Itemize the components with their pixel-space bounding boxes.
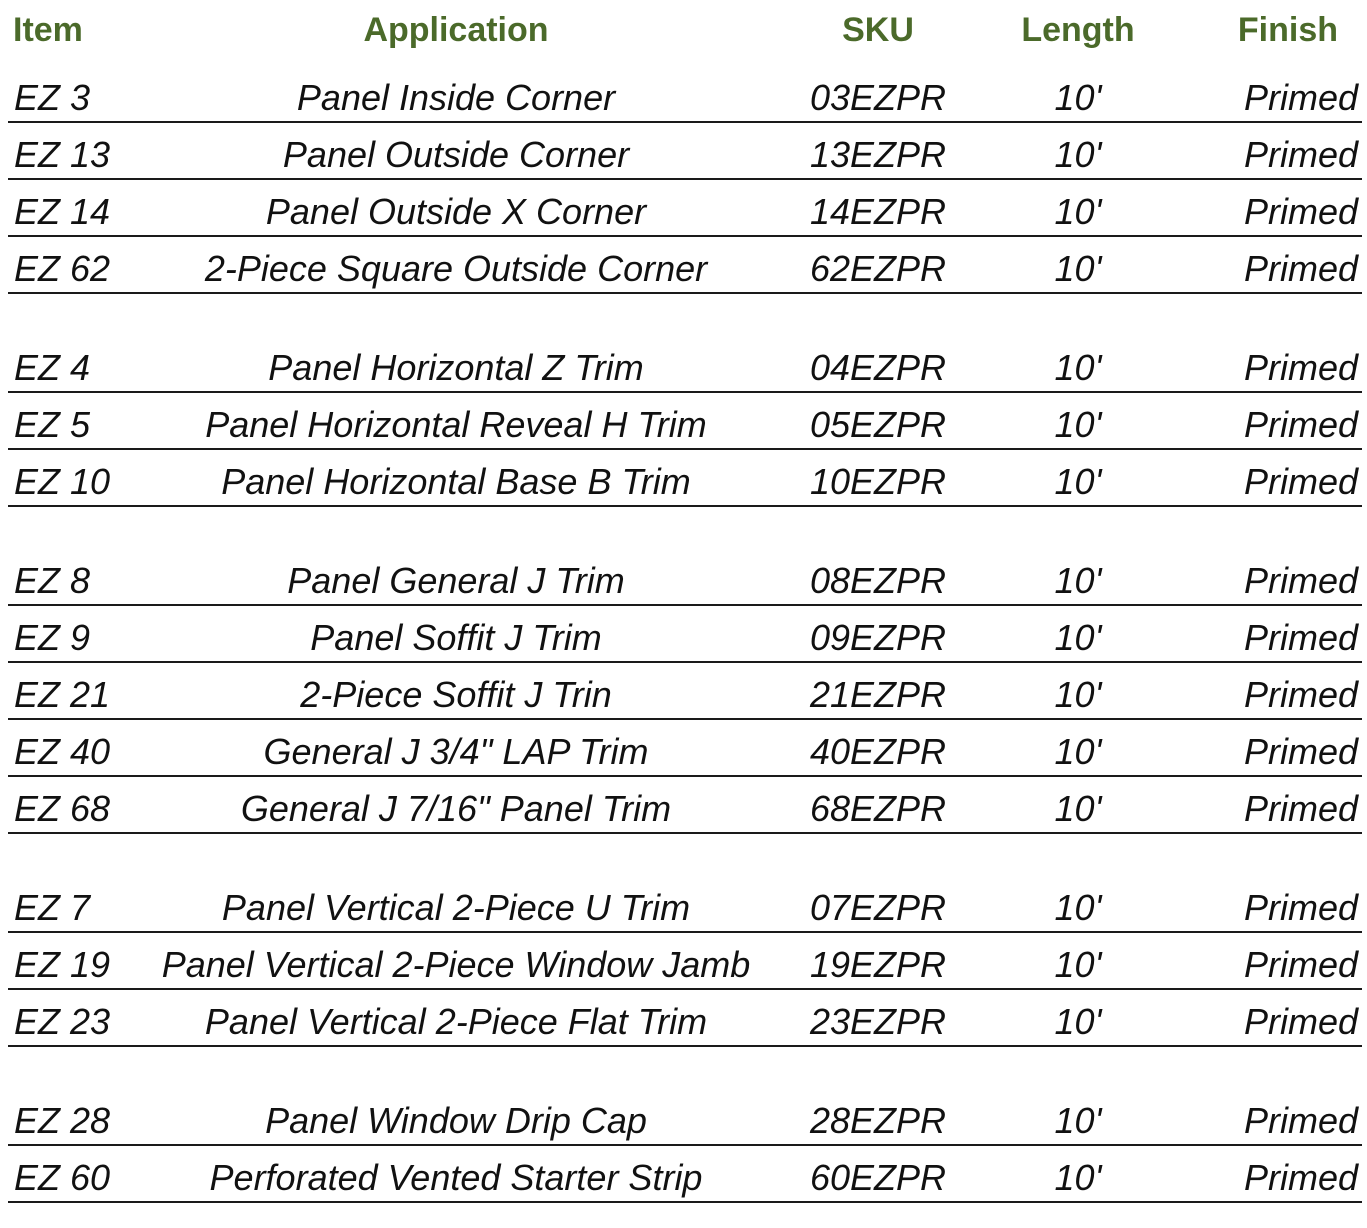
cell-finish: Primed bbox=[1243, 248, 1358, 289]
header-application: Application bbox=[363, 11, 549, 49]
cell-application: Panel Vertical 2-Piece Flat Trim bbox=[204, 1001, 708, 1042]
cell-finish: Primed bbox=[1243, 134, 1358, 175]
cell-length: 10' bbox=[1054, 1001, 1102, 1042]
cell-length: 10' bbox=[1054, 887, 1102, 928]
cell-finish: Primed bbox=[1243, 347, 1358, 388]
table-row bbox=[8, 777, 1362, 834]
cell-sku: 10EZPR bbox=[809, 461, 947, 502]
cell-sku: 14EZPR bbox=[809, 191, 947, 232]
table-header bbox=[8, 0, 1362, 66]
table-group bbox=[8, 549, 1362, 834]
cell-item: EZ 10 bbox=[14, 461, 111, 502]
cell-finish: Primed bbox=[1243, 77, 1358, 118]
cell-sku: 68EZPR bbox=[809, 788, 947, 829]
cell-finish: Primed bbox=[1243, 1100, 1358, 1141]
table-row bbox=[8, 336, 1362, 393]
cell-item: EZ 21 bbox=[14, 674, 111, 715]
table-row bbox=[8, 720, 1362, 777]
table-row bbox=[8, 549, 1362, 606]
cell-length: 10' bbox=[1054, 134, 1102, 175]
cell-sku: 23EZPR bbox=[809, 1001, 947, 1042]
cell-sku: 60EZPR bbox=[809, 1157, 947, 1198]
cell-length: 10' bbox=[1054, 788, 1102, 829]
table-row bbox=[8, 1146, 1362, 1203]
cell-application: Panel Horizontal Reveal H Trim bbox=[205, 404, 707, 445]
cell-length: 10' bbox=[1054, 77, 1102, 118]
cell-application: Panel General J Trim bbox=[287, 560, 625, 601]
table-row bbox=[8, 876, 1362, 933]
cell-length: 10' bbox=[1054, 944, 1102, 985]
cell-application: 2-Piece Square Outside Corner bbox=[204, 248, 708, 289]
table-row bbox=[8, 1089, 1362, 1146]
cell-sku: 03EZPR bbox=[809, 77, 947, 118]
table-row bbox=[8, 237, 1362, 294]
cell-sku: 13EZPR bbox=[809, 134, 947, 175]
table-group bbox=[8, 876, 1362, 1047]
cell-application: 2-Piece Soffit J Trin bbox=[300, 674, 612, 715]
cell-item: EZ 40 bbox=[14, 731, 111, 772]
header-sku: SKU bbox=[842, 11, 914, 49]
cell-length: 10' bbox=[1054, 461, 1102, 502]
cell-sku: 04EZPR bbox=[809, 347, 947, 388]
cell-application: Panel Horizontal Z Trim bbox=[268, 347, 644, 388]
table-row bbox=[8, 663, 1362, 720]
cell-application: Perforated Vented Starter Strip bbox=[209, 1157, 703, 1198]
group-spacer bbox=[8, 507, 1362, 549]
cell-item: EZ 62 bbox=[14, 248, 111, 289]
cell-finish: Primed bbox=[1243, 887, 1358, 928]
cell-length: 10' bbox=[1054, 1157, 1102, 1198]
cell-item: EZ 4 bbox=[14, 347, 91, 388]
table-row bbox=[8, 123, 1362, 180]
cell-finish: Primed bbox=[1243, 617, 1358, 658]
cell-item: EZ 13 bbox=[14, 134, 111, 175]
cell-sku: 09EZPR bbox=[809, 617, 947, 658]
cell-application: General J 7/16" Panel Trim bbox=[240, 788, 672, 829]
cell-sku: 05EZPR bbox=[809, 404, 947, 445]
cell-application: Panel Soffit J Trim bbox=[310, 617, 602, 658]
cell-finish: Primed bbox=[1243, 944, 1358, 985]
cell-application: Panel Window Drip Cap bbox=[265, 1100, 647, 1141]
cell-sku: 62EZPR bbox=[809, 248, 947, 289]
cell-item: EZ 14 bbox=[14, 191, 111, 232]
header-length: Length bbox=[1021, 11, 1135, 49]
table-row bbox=[8, 180, 1362, 237]
cell-application: General J 3/4" LAP Trim bbox=[263, 731, 649, 772]
cell-length: 10' bbox=[1054, 674, 1102, 715]
cell-length: 10' bbox=[1054, 731, 1102, 772]
header-item: Item bbox=[13, 11, 83, 49]
cell-item: EZ 3 bbox=[14, 77, 91, 118]
cell-application: Panel Vertical 2-Piece Window Jamb bbox=[161, 944, 751, 985]
cell-sku: 40EZPR bbox=[809, 731, 947, 772]
cell-sku: 21EZPR bbox=[809, 674, 947, 715]
cell-sku: 19EZPR bbox=[809, 944, 947, 985]
cell-finish: Primed bbox=[1243, 461, 1358, 502]
cell-item: EZ 19 bbox=[14, 944, 111, 985]
cell-sku: 08EZPR bbox=[809, 560, 947, 601]
cell-application: Panel Horizontal Base B Trim bbox=[221, 461, 691, 502]
cell-length: 10' bbox=[1054, 404, 1102, 445]
table-row bbox=[8, 606, 1362, 663]
cell-item: EZ 60 bbox=[14, 1157, 111, 1198]
cell-sku: 07EZPR bbox=[809, 887, 947, 928]
cell-application: Panel Vertical 2-Piece U Trim bbox=[221, 887, 691, 928]
table-group bbox=[8, 336, 1362, 507]
cell-application: Panel Inside Corner bbox=[296, 77, 616, 118]
cell-finish: Primed bbox=[1243, 404, 1358, 445]
table-row bbox=[8, 450, 1362, 507]
cell-finish: Primed bbox=[1243, 560, 1358, 601]
cell-sku: 28EZPR bbox=[809, 1100, 947, 1141]
cell-item: EZ 8 bbox=[14, 560, 91, 601]
cell-application: Panel Outside Corner bbox=[282, 134, 630, 175]
cell-finish: Primed bbox=[1243, 788, 1358, 829]
header-finish: Finish bbox=[1237, 11, 1338, 49]
table-row bbox=[8, 933, 1362, 990]
table-row bbox=[8, 66, 1362, 123]
cell-length: 10' bbox=[1054, 248, 1102, 289]
cell-length: 10' bbox=[1054, 347, 1102, 388]
cell-finish: Primed bbox=[1243, 1001, 1358, 1042]
table-group bbox=[8, 66, 1362, 294]
cell-length: 10' bbox=[1054, 191, 1102, 232]
table-group bbox=[8, 1089, 1362, 1203]
group-spacer bbox=[8, 294, 1362, 336]
table-row bbox=[8, 990, 1362, 1047]
product-table bbox=[8, 0, 1362, 1203]
cell-item: EZ 5 bbox=[14, 404, 91, 445]
cell-length: 10' bbox=[1054, 617, 1102, 658]
cell-item: EZ 23 bbox=[14, 1001, 111, 1042]
cell-finish: Primed bbox=[1243, 731, 1358, 772]
cell-finish: Primed bbox=[1243, 191, 1358, 232]
cell-item: EZ 9 bbox=[14, 617, 91, 658]
cell-finish: Primed bbox=[1243, 674, 1358, 715]
cell-item: EZ 7 bbox=[14, 887, 91, 928]
group-spacer bbox=[8, 1047, 1362, 1089]
cell-length: 10' bbox=[1054, 560, 1102, 601]
cell-item: EZ 28 bbox=[14, 1100, 111, 1141]
cell-length: 10' bbox=[1054, 1100, 1102, 1141]
group-spacer bbox=[8, 834, 1362, 876]
cell-finish: Primed bbox=[1243, 1157, 1358, 1198]
table-row bbox=[8, 393, 1362, 450]
cell-item: EZ 68 bbox=[14, 788, 111, 829]
cell-application: Panel Outside X Corner bbox=[265, 191, 647, 232]
